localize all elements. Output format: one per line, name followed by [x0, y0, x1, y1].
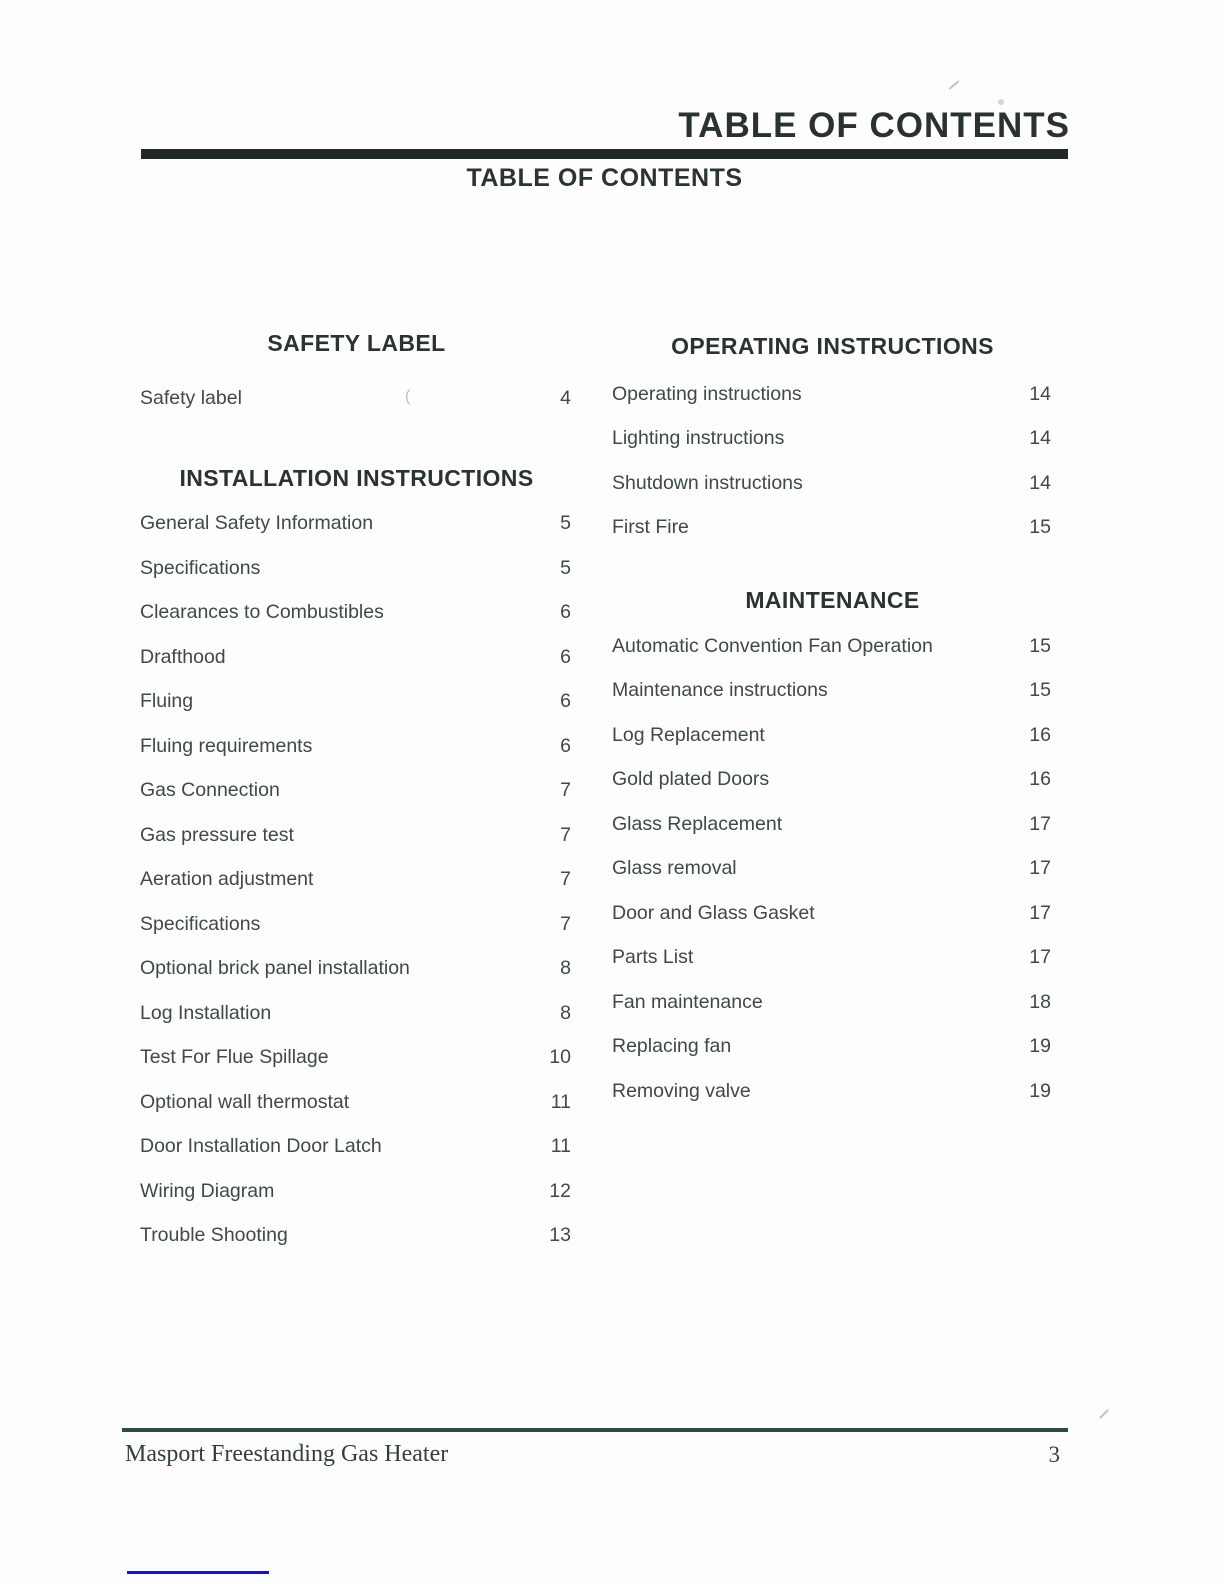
toc-entry-label: Gas Connection	[140, 779, 280, 802]
toc-entry	[612, 372, 1053, 417]
toc-entry	[140, 376, 573, 421]
toc-entry	[612, 461, 1053, 506]
toc-entry	[140, 546, 573, 591]
toc-section	[140, 331, 573, 421]
toc-entry-page-number: 11	[550, 1135, 571, 1158]
toc-entry	[140, 947, 573, 992]
toc-entry-page-number: 5	[560, 512, 571, 535]
toc-entry-page-number: 7	[560, 912, 571, 935]
toc-entry	[612, 758, 1053, 803]
toc-entry	[140, 1080, 573, 1125]
toc-entry-label: Door Installation Door Latch	[140, 1135, 382, 1158]
toc-entry-page-number: 7	[560, 868, 571, 891]
section-heading: OPERATING INSTRUCTIONS	[671, 333, 994, 359]
toc-entry-page-number: 6	[560, 690, 571, 713]
toc-entry-page-number: 16	[1029, 723, 1051, 746]
toc-entry-page-number: 19	[1029, 1079, 1051, 1102]
toc-entry-page-number: 8	[560, 1001, 571, 1024]
toc-entry-page-number: 14	[1029, 471, 1051, 494]
toc-entry-label: Door and Glass Gasket	[612, 901, 815, 924]
toc-entry-page-number: 19	[1029, 1035, 1051, 1058]
toc-entry-label: Shutdown instructions	[612, 471, 803, 494]
section-heading: SAFETY LABEL	[267, 330, 446, 356]
toc-entry	[140, 1214, 573, 1259]
toc-entry-page-number: 17	[1029, 857, 1051, 880]
toc-entry-page-number: 15	[1029, 634, 1051, 657]
toc-entry-label: Specifications	[140, 556, 261, 579]
toc-entry	[140, 1036, 573, 1081]
footer-doc-title: Masport Freestanding Gas Heater	[125, 1441, 449, 1467]
toc-entry	[612, 891, 1053, 936]
toc-entry-label: Trouble Shooting	[140, 1224, 288, 1247]
toc-entry-list	[612, 372, 1053, 550]
toc-entry-page-number: 17	[1029, 812, 1051, 835]
toc-entry-page-number: 6	[560, 645, 571, 668]
section-heading: MAINTENANCE	[745, 587, 920, 613]
toc-entry-list	[140, 502, 573, 1259]
toc-entry	[140, 591, 573, 636]
toc-entry	[140, 858, 573, 903]
toc-entry-label: Glass Replacement	[612, 812, 783, 835]
toc-entry	[612, 417, 1053, 462]
toc-entry	[140, 813, 573, 858]
toc-entry	[140, 635, 573, 680]
toc-entry-page-number: 18	[1029, 990, 1051, 1013]
toc-entry-page-number: 11	[550, 1090, 571, 1113]
toc-entry	[140, 724, 573, 769]
toc-column-right	[612, 331, 1053, 1114]
toc-entry-label: Aeration adjustment	[140, 868, 314, 891]
toc-entry	[612, 1025, 1053, 1070]
toc-entry-label: Specifications	[140, 912, 261, 935]
toc-entry	[140, 680, 573, 725]
toc-entry-label: Optional brick panel installation	[140, 957, 410, 980]
toc-section	[612, 334, 1053, 550]
toc-entry-page-number: 15	[1029, 516, 1051, 539]
page-subtitle: TABLE OF CONTENTS	[466, 164, 743, 192]
toc-entry-label: Gas pressure test	[140, 823, 294, 846]
toc-entry	[612, 980, 1053, 1025]
toc-entry-label: Safety label	[140, 386, 242, 409]
toc-entry-page-number: 15	[1029, 679, 1051, 702]
toc-entry	[140, 769, 573, 814]
toc-entry-label: Lighting instructions	[612, 427, 785, 450]
toc-entry-list	[612, 624, 1053, 1114]
toc-entry-page-number: 5	[560, 556, 571, 579]
scan-artifact	[949, 80, 959, 89]
toc-entry-list	[140, 376, 573, 421]
toc-entry-page-number: 7	[560, 823, 571, 846]
toc-entry	[612, 624, 1053, 669]
toc-entry-page-number: 4	[560, 386, 571, 409]
toc-entry-page-number: 12	[549, 1179, 571, 1202]
toc-entry-label: Fan maintenance	[612, 990, 763, 1013]
toc-entry-label: Fluing	[140, 690, 194, 713]
toc-entry-label: Operating instructions	[612, 382, 802, 405]
toc-entry-label: Fluing requirements	[140, 734, 313, 757]
toc-entry-page-number: 16	[1029, 768, 1051, 791]
toc-entry-page-number: 17	[1029, 946, 1051, 969]
toc-entry-page-number: 6	[560, 601, 571, 624]
toc-entry-label: Wiring Diagram	[140, 1179, 275, 1202]
toc-section	[612, 588, 1053, 1114]
footer-page-number: 3	[1048, 1442, 1060, 1467]
toc-entry-page-number: 13	[549, 1224, 571, 1247]
toc-entry	[612, 936, 1053, 981]
toc-entry-label: First Fire	[612, 516, 689, 539]
toc-entry	[140, 902, 573, 947]
toc-entry-label: General Safety Information	[140, 512, 374, 535]
toc-entry	[612, 669, 1053, 714]
toc-entry-label: Glass removal	[612, 857, 737, 880]
scan-artifact-blue-line	[127, 1571, 269, 1574]
toc-entry-page-number: 7	[560, 779, 571, 802]
toc-entry	[140, 991, 573, 1036]
page-title: TABLE OF CONTENTS	[678, 106, 1070, 145]
toc-entry-page-number: 17	[1029, 901, 1051, 924]
toc-entry-label: Maintenance instructions	[612, 679, 828, 702]
toc-entry-label: Log Replacement	[612, 723, 765, 746]
toc-entry-label: Clearances to Combustibles	[140, 601, 384, 624]
toc-entry	[612, 802, 1053, 847]
toc-entry-label: Drafthood	[140, 645, 226, 668]
scan-artifact	[1099, 1409, 1109, 1419]
toc-entry-page-number: 14	[1029, 427, 1051, 450]
toc-entry	[140, 502, 573, 547]
toc-entry-page-number: 14	[1029, 382, 1051, 405]
toc-entry-page-number: 10	[549, 1046, 571, 1069]
toc-entry	[140, 1169, 573, 1214]
footer-rule	[122, 1428, 1068, 1432]
toc-entry	[612, 713, 1053, 758]
toc-entry-label: Log Installation	[140, 1001, 272, 1024]
toc-entry	[612, 506, 1053, 551]
title-rule	[141, 149, 1068, 159]
toc-entry-page-number: 6	[560, 734, 571, 757]
toc-entry-label: Optional wall thermostat	[140, 1090, 350, 1113]
scan-artifact: (	[405, 388, 411, 405]
toc-entry-label: Test For Flue Spillage	[140, 1046, 329, 1069]
toc-column-left	[140, 331, 573, 1258]
toc-entry-label: Removing valve	[612, 1079, 751, 1102]
toc-entry	[140, 1125, 573, 1170]
toc-entry-page-number: 8	[560, 957, 571, 980]
toc-entry-label: Parts List	[612, 946, 694, 969]
toc-section	[140, 466, 573, 1259]
toc-entry-label: Replacing fan	[612, 1035, 732, 1058]
toc-entry-label: Gold plated Doors	[612, 768, 770, 791]
scan-artifact	[998, 99, 1004, 105]
toc-entry	[612, 1069, 1053, 1114]
section-heading: INSTALLATION INSTRUCTIONS	[179, 464, 534, 491]
toc-entry-label: Automatic Convention Fan Operation	[612, 634, 933, 657]
toc-entry	[612, 847, 1053, 892]
